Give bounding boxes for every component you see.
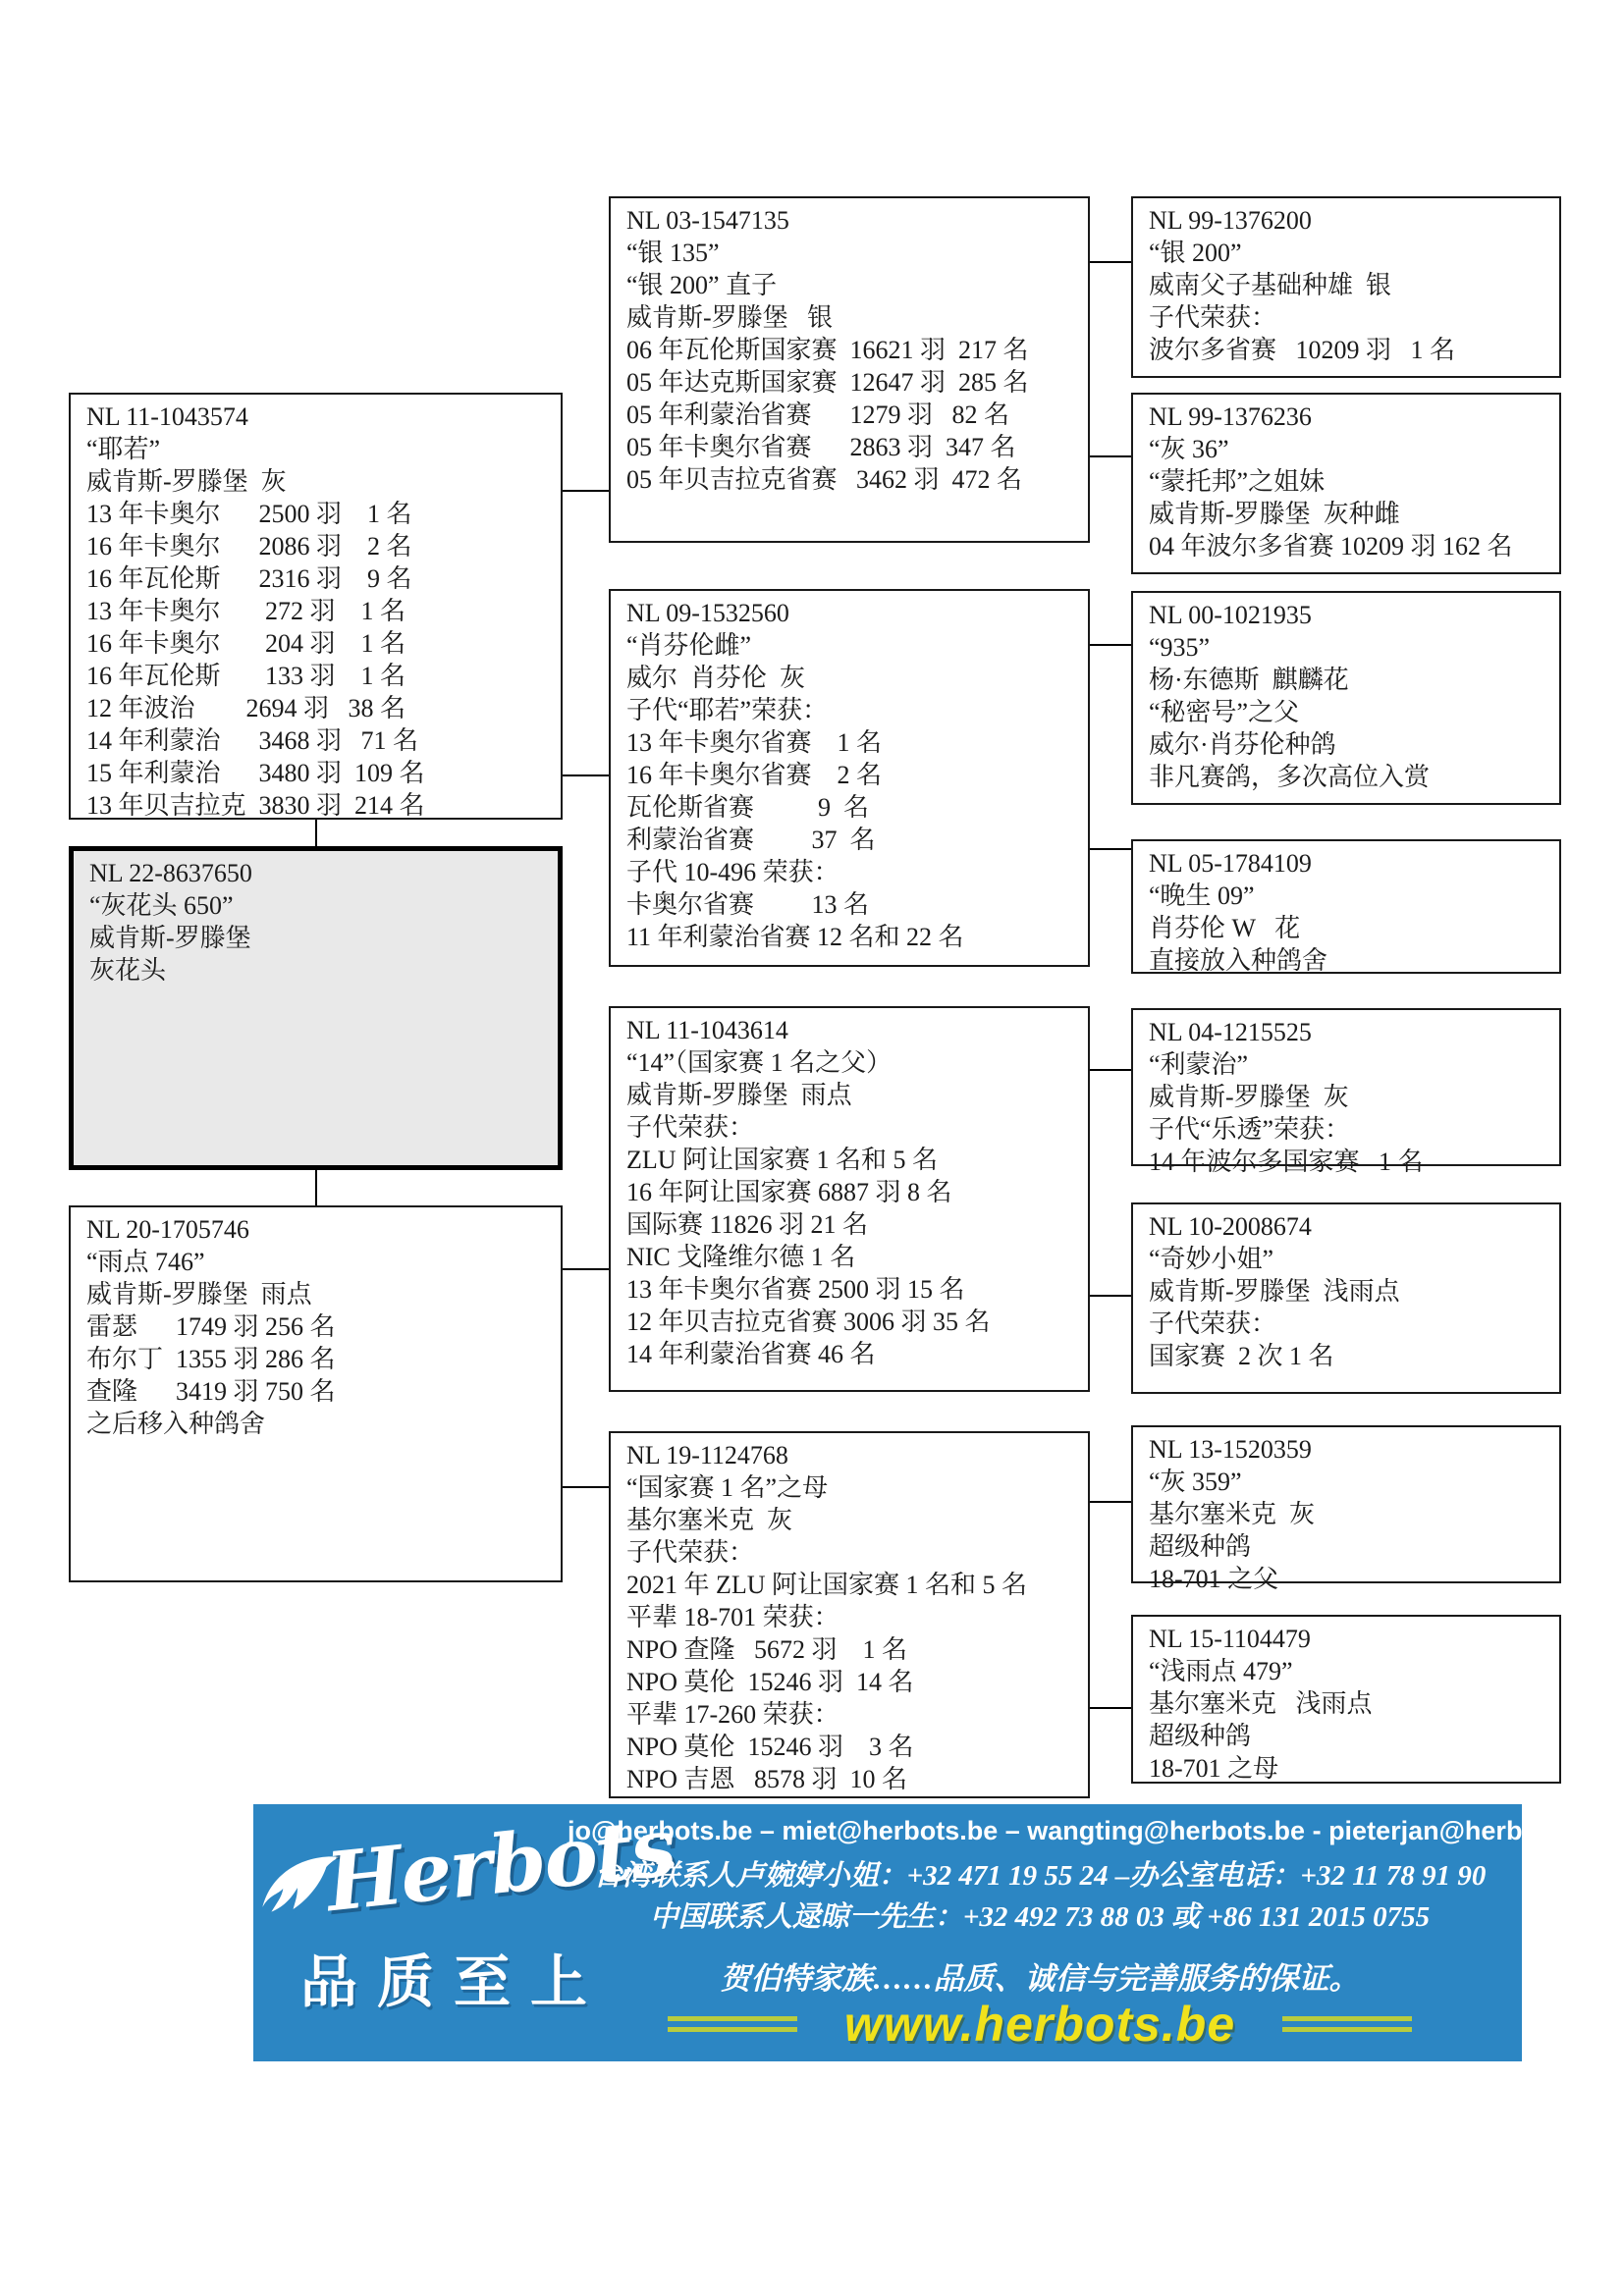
text-line: 威肯斯-罗滕堡 灰 <box>86 467 287 496</box>
text-line: 威肯斯-罗滕堡 灰种雌 <box>1149 500 1400 528</box>
banner-contact-taiwan: 台湾联系人卢婉婷小姐：+32 471 19 55 24 –办公室电话：+32 11 78 91 90 <box>593 1860 1487 1892</box>
text-line: NL 19-1124768 <box>626 1441 788 1469</box>
text-line: 05 年卡奥尔省赛 2863 羽 347 名 <box>626 433 1016 461</box>
pedigree-box-ggp-2 <box>1131 393 1561 574</box>
pedigree-box-dam <box>69 1205 563 1582</box>
text-line: 威肯斯-罗滕堡 雨点 <box>86 1280 312 1308</box>
text-line: NL 04-1215525 <box>1149 1018 1312 1046</box>
text-line: 威尔 肖芬伦 灰 <box>626 664 806 692</box>
text-line: NPO 莫伦 15246 羽 14 名 <box>626 1668 914 1696</box>
pedigree-box-ggp-3 <box>1131 591 1561 805</box>
pedigree-box-ggp-6 <box>1131 1202 1561 1394</box>
text-line: NIC 戈隆维尔德 1 名 <box>626 1243 856 1271</box>
text-line: 12 年贝吉拉克省赛 3006 羽 35 名 <box>626 1308 991 1336</box>
text-line: 非凡赛鸽，多次高位入赏 <box>1149 763 1431 791</box>
text-line: 基尔塞米克 浅雨点 <box>1149 1689 1373 1718</box>
banner-contact-china: 中国联系人逯晾一先生：+32 492 73 88 03 或 +86 131 2015 0755 <box>649 1901 1431 1933</box>
text-line: 14 年利蒙治 3468 羽 71 名 <box>86 726 419 755</box>
text-line: 13 年贝吉拉克 3830 羽 214 名 <box>86 791 425 820</box>
text-line: 06 年瓦伦斯国家赛 16621 羽 217 名 <box>626 336 1029 364</box>
text-line: “肖芬伦雌” <box>626 631 752 660</box>
text-line: 子代 10-496 荣获： <box>626 858 839 886</box>
text-line: “秘密号”之父 <box>1149 698 1300 726</box>
text-line: NL 13-1520359 <box>1149 1435 1312 1464</box>
pedigree-box-grandsire-1 <box>609 196 1090 543</box>
text-line: 灰花头 <box>89 956 167 985</box>
banner-emails: jo@herbots.be – miet@herbots.be – wangting@herbots.be - pieterjan@herbots.be <box>568 1816 1600 1845</box>
text-line: 威肯斯-罗滕堡 浅雨点 <box>1149 1277 1400 1306</box>
text-line: 威肯斯-罗滕堡 银 <box>626 303 834 332</box>
text-line: 2021 年 ZLU 阿让国家赛 1 名和 5 名 <box>626 1571 1028 1599</box>
text-line: “晚生 09” <box>1149 881 1255 910</box>
text-line: 波尔多省赛 10209 羽 1 名 <box>1149 336 1456 364</box>
text-line: 子代荣获： <box>626 1538 755 1567</box>
pedigree-box-ggp-8 <box>1131 1615 1561 1784</box>
text-line: 卡奥尔省赛 13 名 <box>626 890 870 919</box>
text-line: NL 05-1784109 <box>1149 849 1312 878</box>
pedigree-box-grandsire-2 <box>609 1006 1090 1392</box>
text-line: 05 年利蒙治省赛 1279 羽 82 名 <box>626 400 1010 429</box>
text-line: 16 年阿让国家赛 6887 羽 8 名 <box>626 1178 952 1206</box>
text-line: NL 22-8637650 <box>89 859 252 887</box>
pedigree-box-ggp-1 <box>1131 196 1561 378</box>
text-line: 杨·东德斯 麒麟花 <box>1149 666 1349 694</box>
banner-contact-block <box>568 1804 1600 2061</box>
text-line: 雷瑟 1749 羽 256 名 <box>86 1312 336 1341</box>
text-line: “银 200” 直子 <box>626 271 778 299</box>
text-line: NL 11-1043574 <box>86 402 248 431</box>
text-line: 瓦伦斯省赛 9 名 <box>626 793 870 822</box>
text-line: 国际赛 11826 羽 21 名 <box>626 1210 869 1239</box>
text-line: 威南父子基础种雄 银 <box>1149 271 1392 299</box>
text-line: 05 年达克斯国家赛 12647 羽 285 名 <box>626 368 1029 397</box>
text-line: 威肯斯-罗滕堡 雨点 <box>626 1081 852 1109</box>
text-line: 04 年波尔多省赛 10209 羽 162 名 <box>1149 532 1513 561</box>
double-rule-left <box>668 2016 797 2032</box>
text-line: 超级种鸽 <box>1149 1722 1252 1750</box>
text-line: “雨点 746” <box>86 1248 205 1276</box>
text-line: 子代荣获： <box>626 1113 755 1142</box>
text-line: 11 年利蒙治省赛 12 名和 22 名 <box>626 923 964 951</box>
text-line: 12 年波治 2694 羽 38 名 <box>86 694 406 722</box>
text-line: NL 09-1532560 <box>626 599 789 627</box>
text-line: “935” <box>1149 633 1211 662</box>
text-line: NL 99-1376200 <box>1149 206 1312 235</box>
pedigree-box-ggp-7 <box>1131 1425 1561 1593</box>
text-line: 子代荣获： <box>1149 303 1277 332</box>
text-line: 16 年卡奥尔 204 羽 1 名 <box>86 629 406 658</box>
text-line: “浅雨点 479” <box>1149 1657 1293 1685</box>
banner-website-url: www.herbots.be <box>843 1997 1236 2052</box>
text-line: 查隆 3419 羽 750 名 <box>86 1377 336 1406</box>
text-line: 14 年波尔多国家赛 1 名 <box>1149 1148 1424 1176</box>
text-line: “银 135” <box>626 239 720 267</box>
pedigree-box-subject <box>69 846 563 1170</box>
text-line: NL 11-1043614 <box>626 1016 788 1044</box>
text-line: NL 20-1705746 <box>86 1215 249 1244</box>
text-line: 16 年卡奥尔 2086 羽 2 名 <box>86 532 412 561</box>
text-line: 13 年卡奥尔省赛 1 名 <box>626 728 883 757</box>
text-line: NL 10-2008674 <box>1149 1212 1312 1241</box>
text-line: 18-701 之父 <box>1149 1565 1279 1593</box>
text-line: “灰 36” <box>1149 435 1229 463</box>
text-line: “14”（国家赛 1 名之父） <box>626 1048 893 1077</box>
text-line: NL 99-1376236 <box>1149 402 1312 431</box>
text-line: 国家赛 2 次 1 名 <box>1149 1342 1334 1370</box>
text-line: “蒙托邦”之姐妹 <box>1149 467 1326 496</box>
pedigree-box-ggp-5 <box>1131 1008 1561 1176</box>
text-line: “国家赛 1 名”之母 <box>626 1473 829 1502</box>
pedigree-box-granddam-1 <box>609 589 1090 967</box>
text-line: 平辈 17-260 荣获： <box>626 1700 839 1729</box>
text-line: 基尔塞米克 灰 <box>626 1506 793 1534</box>
text-line: 子代“耶若”荣获： <box>626 696 829 724</box>
text-line: “灰 359” <box>1149 1468 1242 1496</box>
text-line: NL 15-1104479 <box>1149 1625 1311 1653</box>
text-line: 布尔丁 1355 羽 286 名 <box>86 1345 336 1373</box>
text-line: NL 03-1547135 <box>626 206 789 235</box>
text-line: ZLU 阿让国家赛 1 名和 5 名 <box>626 1146 939 1174</box>
text-line: 16 年瓦伦斯 133 羽 1 名 <box>86 662 406 690</box>
pedigree-box-sire <box>69 393 563 820</box>
text-line: 威肯斯-罗滕堡 灰 <box>1149 1083 1349 1111</box>
text-line: 16 年瓦伦斯 2316 羽 9 名 <box>86 564 412 593</box>
text-line: 13 年卡奥尔 2500 羽 1 名 <box>86 500 412 528</box>
text-line: 14 年利蒙治省赛 46 名 <box>626 1340 876 1368</box>
herbots-logo-slogan: 品质至上 <box>300 1950 608 2014</box>
text-line: NPO 吉恩 8578 羽 10 名 <box>626 1765 908 1793</box>
text-line: 13 年卡奥尔省赛 2500 羽 15 名 <box>626 1275 965 1304</box>
text-line: “灰花头 650” <box>89 891 234 920</box>
text-line: 15 年利蒙治 3480 羽 109 名 <box>86 759 425 787</box>
text-line: 之后移入种鸽舍 <box>86 1410 266 1438</box>
text-line: 基尔塞米克 灰 <box>1149 1500 1316 1528</box>
text-line: 05 年贝吉拉克省赛 3462 羽 472 名 <box>626 465 1023 494</box>
text-line: NPO 莫伦 15246 羽 3 名 <box>626 1733 914 1761</box>
text-line: 13 年卡奥尔 272 羽 1 名 <box>86 597 406 625</box>
pedigree-box-granddam-2 <box>609 1431 1090 1798</box>
pedigree-box-ggp-4 <box>1131 839 1561 974</box>
herbots-logo <box>261 1799 678 2056</box>
text-line: “银 200” <box>1149 239 1242 267</box>
text-line: “耶若” <box>86 435 161 463</box>
text-line: 威尔·肖芬伦种鸽 <box>1149 730 1336 759</box>
text-line: 平辈 18-701 荣获： <box>626 1603 839 1631</box>
text-line: 直接放入种鸽舍 <box>1149 946 1328 975</box>
text-line: 威肯斯-罗滕堡 <box>89 924 251 952</box>
herbots-logo-text: Herbots <box>321 1799 678 1931</box>
text-line: 16 年卡奥尔省赛 2 名 <box>626 761 883 789</box>
banner-website-row <box>568 1995 1512 2054</box>
herbots-banner <box>253 1799 1600 2061</box>
text-line: “利蒙治” <box>1149 1050 1249 1079</box>
text-line: 利蒙治省赛 37 名 <box>626 826 876 854</box>
banner-family-slogan: 贺伯特家族……品质、诚信与完善服务的保证。 <box>720 1961 1360 1996</box>
text-line: NL 00-1021935 <box>1149 601 1312 629</box>
text-line: NPO 查隆 5672 羽 1 名 <box>626 1635 908 1664</box>
text-line: 子代“乐透”荣获： <box>1149 1115 1351 1144</box>
text-line: 子代荣获： <box>1149 1309 1277 1338</box>
text-line: 肖芬伦 W 花 <box>1149 914 1301 942</box>
text-line: “奇妙小姐” <box>1149 1245 1274 1273</box>
text-line: 18-701 之母 <box>1149 1754 1279 1783</box>
text-line: 超级种鸽 <box>1149 1532 1252 1561</box>
double-rule-right <box>1282 2016 1412 2032</box>
